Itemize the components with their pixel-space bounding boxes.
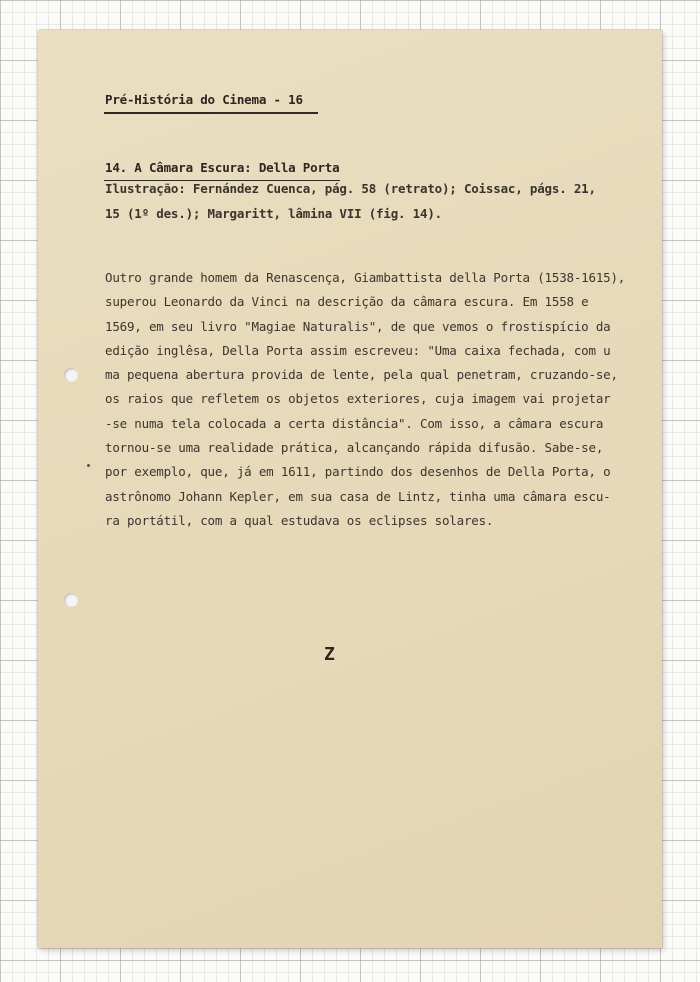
page-mark: Z: [324, 644, 335, 665]
body-line: os raios que refletem os objetos exteriores, cuja imagem vai projetar: [105, 391, 611, 407]
page-header: Pré-História do Cinema - 16: [105, 92, 303, 107]
body-line: edição inglêsa, Della Porta assim escreveu: "Uma caixa fechada, com u: [105, 342, 611, 358]
illustration-line: Ilustração: Fernández Cuenca, pág. 58 (retrato); Coissac, págs. 21,: [105, 181, 596, 196]
header-underline: [104, 112, 318, 114]
body-line: superou Leonardo da Vinci na descrição da câmara escura. Em 1558 e: [105, 294, 589, 310]
punch-hole: [64, 593, 78, 607]
punch-hole: [64, 368, 78, 382]
body-line: ma pequena abertura provida de lente, pela qual penetram, cruzando-se,: [105, 367, 618, 383]
body-line: tornou-se uma realidade prática, alcançando rápida difusão. Sabe-se,: [105, 440, 604, 456]
body-paragraph: [105, 266, 645, 533]
body-line: astrônomo Johann Kepler, em sua casa de Lintz, tinha uma câmara escu-: [105, 488, 611, 504]
ink-speck: [87, 464, 90, 467]
body-line: 1569, em seu livro "Magiae Naturalis", de que vemos o frostispício da: [105, 318, 611, 334]
document-sheet: [38, 30, 662, 948]
body-line: Outro grande homem da Renascença, Giambattista della Porta (1538-1615),: [105, 270, 626, 285]
section-title: 14. A Câmara Escura: Della Porta: [105, 160, 340, 175]
body-line: -se numa tela colocada a certa distância". Com isso, a câmara escura: [105, 415, 604, 431]
illustration-line: 15 (1º des.); Margaritt, lâmina VII (fig. 14).: [105, 206, 442, 221]
body-line: por exemplo, que, já em 1611, partindo dos desenhos de Della Porta, o: [105, 464, 611, 480]
body-line: ra portátil, com a qual estudava os eclipses solares.: [105, 512, 494, 528]
